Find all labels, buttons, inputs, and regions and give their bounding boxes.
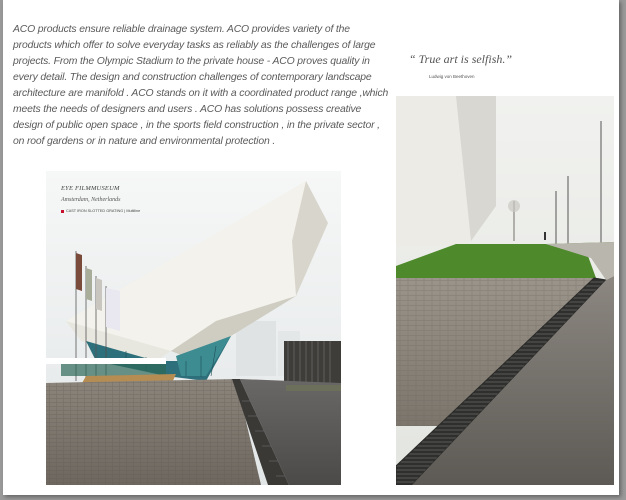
quote-author: Ludwig von Beethoven xyxy=(429,74,475,79)
intro-paragraph: ACO products ensure reliable drainage system. ACO provides variety of the products which offer to solve everyday tasks as reliably as the challenges of large projects. From the Olympic Stadium to the private house - ACO proves quality in every detail. The design and construction challenges of contemporary landscape architecture are manifold . ACO stands on it with a coordinated product range ,which meets the needs of designers and users . ACO has solutions possess creative design of public open space , in the sports field construction , in the private sector , on roof gardens or in nature and environmental protection . xyxy=(13,24,389,147)
document-page xyxy=(3,0,619,495)
caption-title: EYE FILMMUSEUM xyxy=(61,185,120,192)
caption-product-text: CAST IRON SLOTTED GRATING | Multiline xyxy=(66,209,141,213)
drainage-path-photo xyxy=(396,96,614,485)
quote-text: “ True art is selfish.” xyxy=(409,52,513,66)
caption-location: Amsterdam, Netherlands xyxy=(61,197,121,203)
caption-product xyxy=(61,209,140,213)
red-marker-icon xyxy=(61,210,64,213)
eye-filmmuseum-photo xyxy=(46,171,341,485)
